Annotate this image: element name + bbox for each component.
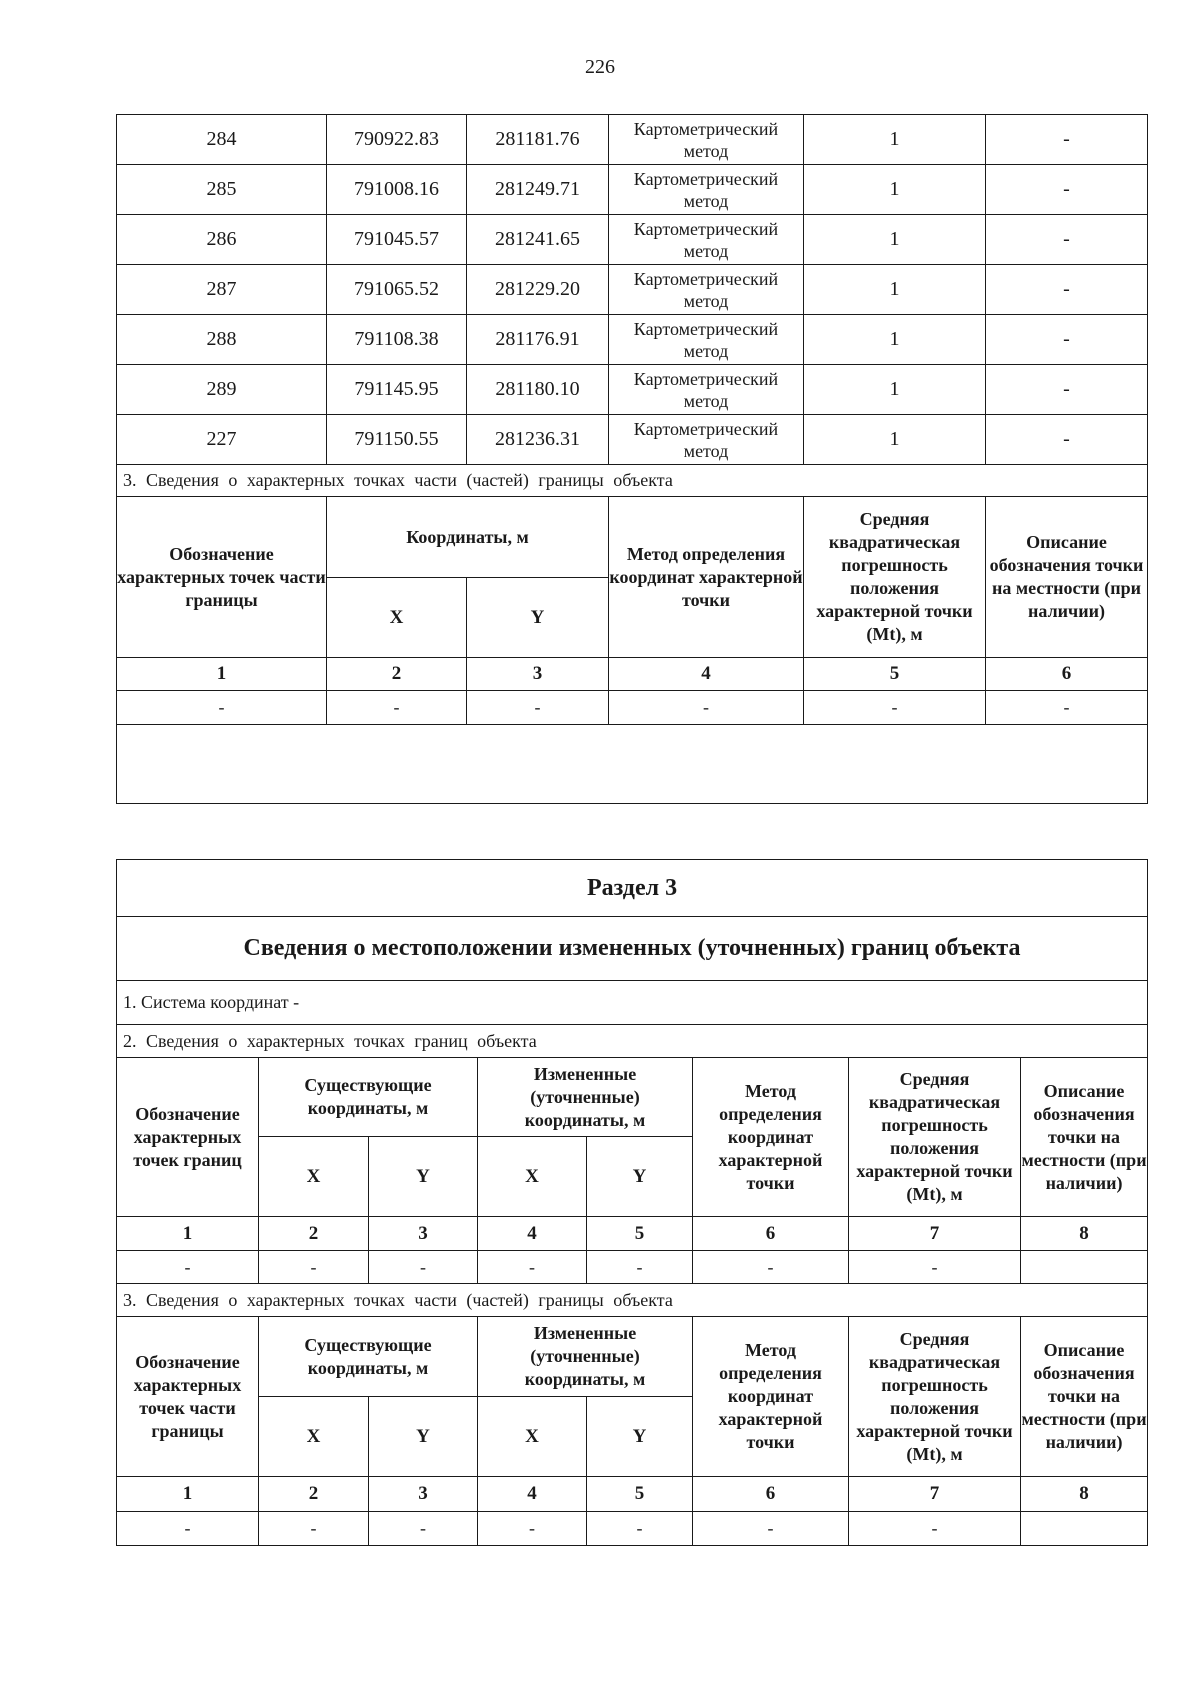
column-number: 7 <box>849 1477 1021 1512</box>
point-id: 227 <box>117 415 327 465</box>
column-number: 1 <box>117 1477 259 1512</box>
header-x: X <box>259 1137 369 1217</box>
header-point-designation: Обозначение характерных точек части границы <box>117 497 327 658</box>
point-row <box>117 415 1148 465</box>
point-id: 289 <box>117 365 327 415</box>
point-y: 281176.91 <box>467 315 609 365</box>
column-number: 5 <box>587 1217 693 1251</box>
table-cell <box>1021 1251 1148 1284</box>
point-description: - <box>986 215 1148 265</box>
header-mean-error: Средняя квадратическая погрешность положения характерной точки (Mt), м <box>849 1058 1021 1217</box>
point-row <box>117 265 1148 315</box>
column-number: 1 <box>117 658 327 691</box>
point-method <box>609 115 804 165</box>
point-row <box>117 365 1148 415</box>
table-cell: - <box>849 1251 1021 1284</box>
point-mean-error: 1 <box>804 215 986 265</box>
point-method <box>609 165 804 215</box>
header-x: X <box>478 1397 587 1477</box>
point-method-line: метод <box>683 340 729 361</box>
point-mean-error: 1 <box>804 315 986 365</box>
table-cell: - <box>587 1512 693 1546</box>
point-description: - <box>986 315 1148 365</box>
point-method-line: Картометрический <box>633 368 779 389</box>
header-point-designation: Обозначение характерных точек части границы <box>117 1317 259 1477</box>
header-x: X <box>259 1397 369 1477</box>
point-description: - <box>986 165 1148 215</box>
header-existing-coordinates: Существующие координаты, м <box>259 1317 478 1397</box>
point-mean-error: 1 <box>804 265 986 315</box>
point-y: 281236.31 <box>467 415 609 465</box>
table-cell: - <box>117 1512 259 1546</box>
table-cell: - <box>327 691 467 725</box>
point-method-line: метод <box>683 240 729 261</box>
section-subtitle: Сведения о местоположении измененных (уточненных) границ объекта <box>117 917 1148 981</box>
point-method <box>609 365 804 415</box>
table-cell: - <box>117 1251 259 1284</box>
point-method-line: метод <box>683 190 729 211</box>
table-cell: - <box>369 1512 478 1546</box>
header-description: Описание обозначения точки на местности (при наличии) <box>1021 1317 1148 1477</box>
header-coordinates: Координаты, м <box>327 497 609 578</box>
column-number: 8 <box>1021 1477 1148 1512</box>
table-cell: - <box>693 1251 849 1284</box>
header-y: Y <box>369 1137 478 1217</box>
point-description: - <box>986 265 1148 315</box>
coordinate-system: 1. Система координат - <box>117 981 1148 1025</box>
point-row <box>117 215 1148 265</box>
table-cell: - <box>117 691 327 725</box>
point-y: 281249.71 <box>467 165 609 215</box>
points-table-body <box>117 115 1148 465</box>
header-method: Метод определения координат характерной точки <box>693 1317 849 1477</box>
point-method-line: Картометрический <box>633 118 779 139</box>
point-id: 287 <box>117 265 327 315</box>
header-mean-error: Средняя квадратическая погрешность положения характерной точки (Mt), м <box>849 1317 1021 1477</box>
point-method <box>609 215 804 265</box>
point-y: 281181.76 <box>467 115 609 165</box>
point-method-line: метод <box>683 290 729 311</box>
table-cell: - <box>609 691 804 725</box>
column-number: 4 <box>609 658 804 691</box>
point-y: 281229.20 <box>467 265 609 315</box>
header-y: Y <box>369 1397 478 1477</box>
column-number: 3 <box>467 658 609 691</box>
section-title: Раздел 3 <box>117 860 1148 917</box>
column-number: 5 <box>804 658 986 691</box>
column-number: 1 <box>117 1217 259 1251</box>
point-row <box>117 315 1148 365</box>
point-row <box>117 115 1148 165</box>
point-description: - <box>986 365 1148 415</box>
header-x: X <box>327 578 467 658</box>
point-x: 791145.95 <box>327 365 467 415</box>
point-method-line: Картометрический <box>633 318 779 339</box>
column-number: 7 <box>849 1217 1021 1251</box>
boundary-points-table <box>116 114 1148 804</box>
empty-row <box>117 725 1148 804</box>
point-id: 288 <box>117 315 327 365</box>
point-x: 791008.16 <box>327 165 467 215</box>
header-description: Описание обозначения точки на местности (при наличии) <box>1021 1058 1148 1217</box>
header-method: Метод определения координат характерной точки <box>609 497 804 658</box>
header-mean-error: Средняя квадратическая погрешность положения характерной точки (Mt), м <box>804 497 986 658</box>
header-point-designation: Обозначение характерных точек границ <box>117 1058 259 1217</box>
column-number: 3 <box>369 1477 478 1512</box>
point-mean-error: 1 <box>804 365 986 415</box>
point-method <box>609 315 804 365</box>
point-method <box>609 415 804 465</box>
table-cell: - <box>259 1512 369 1546</box>
table-cell: - <box>804 691 986 725</box>
column-number: 4 <box>478 1477 587 1512</box>
page-number: 226 <box>585 56 615 78</box>
point-id: 286 <box>117 215 327 265</box>
point-method-line: Картометрический <box>633 418 779 439</box>
section-3-table <box>116 859 1148 1546</box>
point-x: 791065.52 <box>327 265 467 315</box>
column-number: 5 <box>587 1477 693 1512</box>
header-method: Метод определения координат характерной точки <box>693 1058 849 1217</box>
parts-section-heading: 3. Сведения о характерных точках части (частей) границы объекта <box>117 465 1148 497</box>
column-number: 2 <box>259 1217 369 1251</box>
point-method-line: метод <box>683 440 729 461</box>
header-changed-coordinates: Измененные (уточненные) координаты, м <box>478 1317 693 1397</box>
table-cell: - <box>259 1251 369 1284</box>
column-number: 3 <box>369 1217 478 1251</box>
point-x: 791150.55 <box>327 415 467 465</box>
table-cell: - <box>467 691 609 725</box>
point-mean-error: 1 <box>804 415 986 465</box>
point-id: 284 <box>117 115 327 165</box>
point-x: 791045.57 <box>327 215 467 265</box>
point-y: 281241.65 <box>467 215 609 265</box>
column-number: 2 <box>259 1477 369 1512</box>
point-method-line: метод <box>683 390 729 411</box>
boundary-points-heading: 2. Сведения о характерных точках границ объекта <box>117 1025 1148 1058</box>
table-cell: - <box>986 691 1148 725</box>
column-number: 2 <box>327 658 467 691</box>
table-cell: - <box>849 1512 1021 1546</box>
table-cell <box>1021 1512 1148 1546</box>
table-cell: - <box>369 1251 478 1284</box>
point-description: - <box>986 115 1148 165</box>
point-row <box>117 165 1148 215</box>
point-method-line: Картометрический <box>633 268 779 289</box>
table-cell: - <box>478 1512 587 1546</box>
point-y: 281180.10 <box>467 365 609 415</box>
header-description: Описание обозначения точки на местности (при наличии) <box>986 497 1148 658</box>
point-method-line: Картометрический <box>633 218 779 239</box>
point-x: 790922.83 <box>327 115 467 165</box>
point-method-line: метод <box>683 140 729 161</box>
table-cell: - <box>478 1251 587 1284</box>
point-mean-error: 1 <box>804 115 986 165</box>
point-description: - <box>986 415 1148 465</box>
header-y: Y <box>587 1397 693 1477</box>
column-number: 6 <box>693 1217 849 1251</box>
point-id: 285 <box>117 165 327 215</box>
column-number: 8 <box>1021 1217 1148 1251</box>
header-y: Y <box>467 578 609 658</box>
table-cell: - <box>693 1512 849 1546</box>
header-y: Y <box>587 1137 693 1217</box>
column-number: 4 <box>478 1217 587 1251</box>
column-number: 6 <box>986 658 1148 691</box>
column-number: 6 <box>693 1477 849 1512</box>
point-method <box>609 265 804 315</box>
parts-section-heading: 3. Сведения о характерных точках части (частей) границы объекта <box>117 1284 1148 1317</box>
header-changed-coordinates: Измененные (уточненные) координаты, м <box>478 1058 693 1137</box>
header-existing-coordinates: Существующие координаты, м <box>259 1058 478 1137</box>
point-x: 791108.38 <box>327 315 467 365</box>
point-mean-error: 1 <box>804 165 986 215</box>
table-cell: - <box>587 1251 693 1284</box>
point-method-line: Картометрический <box>633 168 779 189</box>
header-x: X <box>478 1137 587 1217</box>
